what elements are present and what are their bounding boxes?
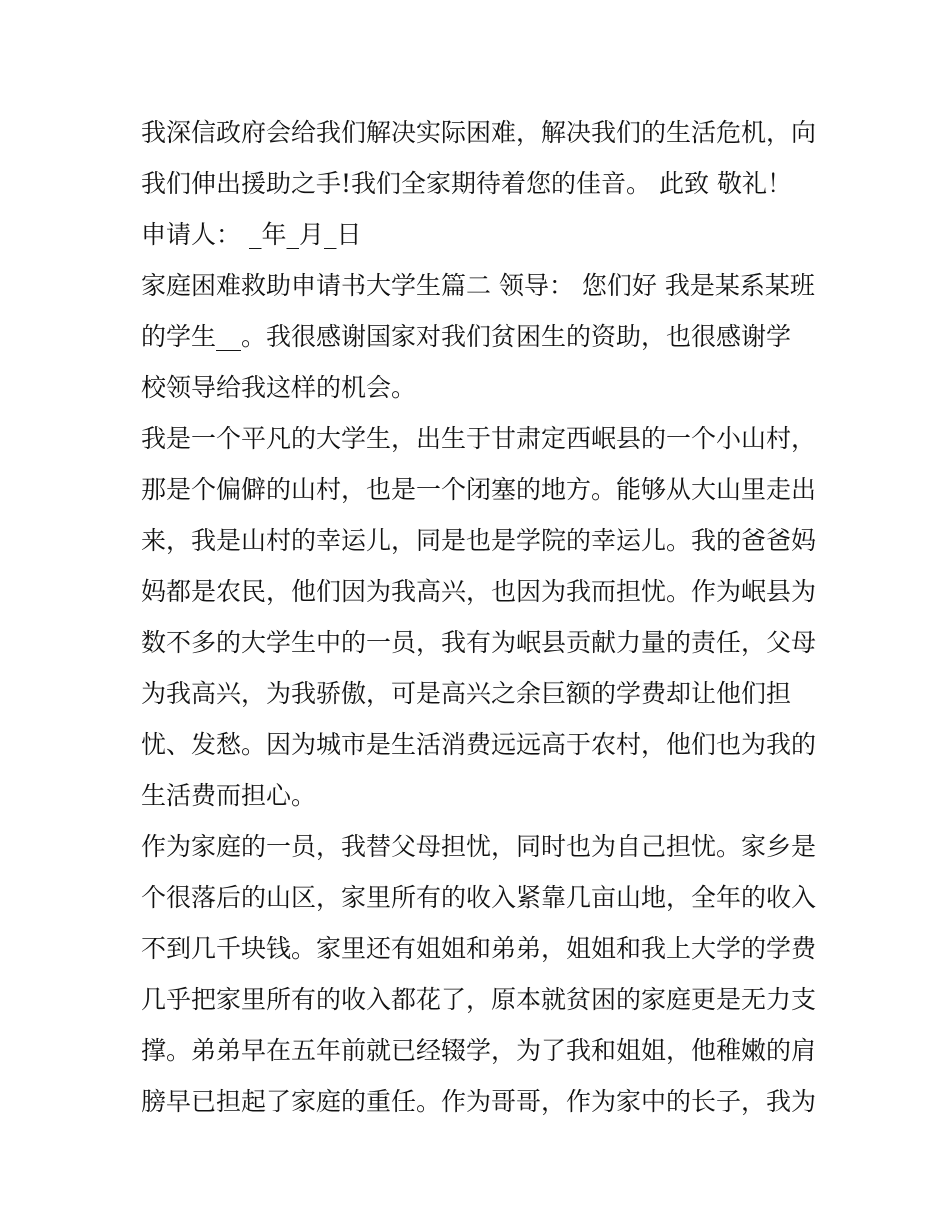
- text-line: 我是一个平凡的大学生，出生于甘肃定西岷县的一个小山村，: [141, 424, 817, 453]
- text-line: 撑。弟弟早在五年前就已经辍学，为了我和姐姐，他稚嫩的肩: [141, 1036, 817, 1065]
- text-line: 几乎把家里所有的收入都花了，原本就贫困的家庭更是无力支: [141, 985, 817, 1014]
- text-line: 作为家庭的一员，我替父母担忧，同时也为自己担忧。家乡是: [141, 832, 817, 861]
- text-line: 为我高兴，为我骄傲，可是高兴之余巨额的学费却让他们担: [141, 679, 792, 708]
- text-line: 忧、发愁。因为城市是生活消费远远高于农村，他们也为我的: [141, 730, 817, 759]
- text-line: 来，我是山村的幸运儿，同是也是学院的幸运儿。我的爸爸妈: [141, 526, 817, 555]
- text-line: 膀早已担起了家庭的重任。作为哥哥，作为家中的长子，我为: [141, 1087, 817, 1116]
- text-line: 妈都是农民，他们因为我高兴，也因为我而担忧。作为岷县为: [141, 577, 817, 606]
- text-line: 个很落后的山区，家里所有的收入紧靠几亩山地，全年的收入: [141, 883, 817, 912]
- text-line: 的学生__。我很感谢国家对我们贫困生的资助，也很感谢学: [141, 322, 792, 351]
- text-line: 家庭困难救助申请书大学生篇二 领导： 您们好 我是某系某班: [141, 271, 815, 300]
- text-line: 我深信政府会给我们解决实际困难，解决我们的生活危机，向: [141, 118, 817, 147]
- document-body: [141, 107, 821, 1127]
- text-line: 数不多的大学生中的一员，我有为岷县贡献力量的责任，父母: [141, 628, 817, 657]
- text-line: 校领导给我这样的机会。: [141, 373, 417, 402]
- text-line: 申请人： _年_月_日: [141, 220, 362, 249]
- text-line: 那是个偏僻的山村，也是一个闭塞的地方。能够从大山里走出: [141, 475, 817, 504]
- text-line: 生活费而担心。: [141, 781, 317, 810]
- text-line: 我们伸出援助之手!我们全家期待着您的佳音。 此致 敬礼！: [141, 169, 792, 198]
- text-line: 不到几千块钱。家里还有姐姐和弟弟，姐姐和我上大学的学费: [141, 934, 817, 963]
